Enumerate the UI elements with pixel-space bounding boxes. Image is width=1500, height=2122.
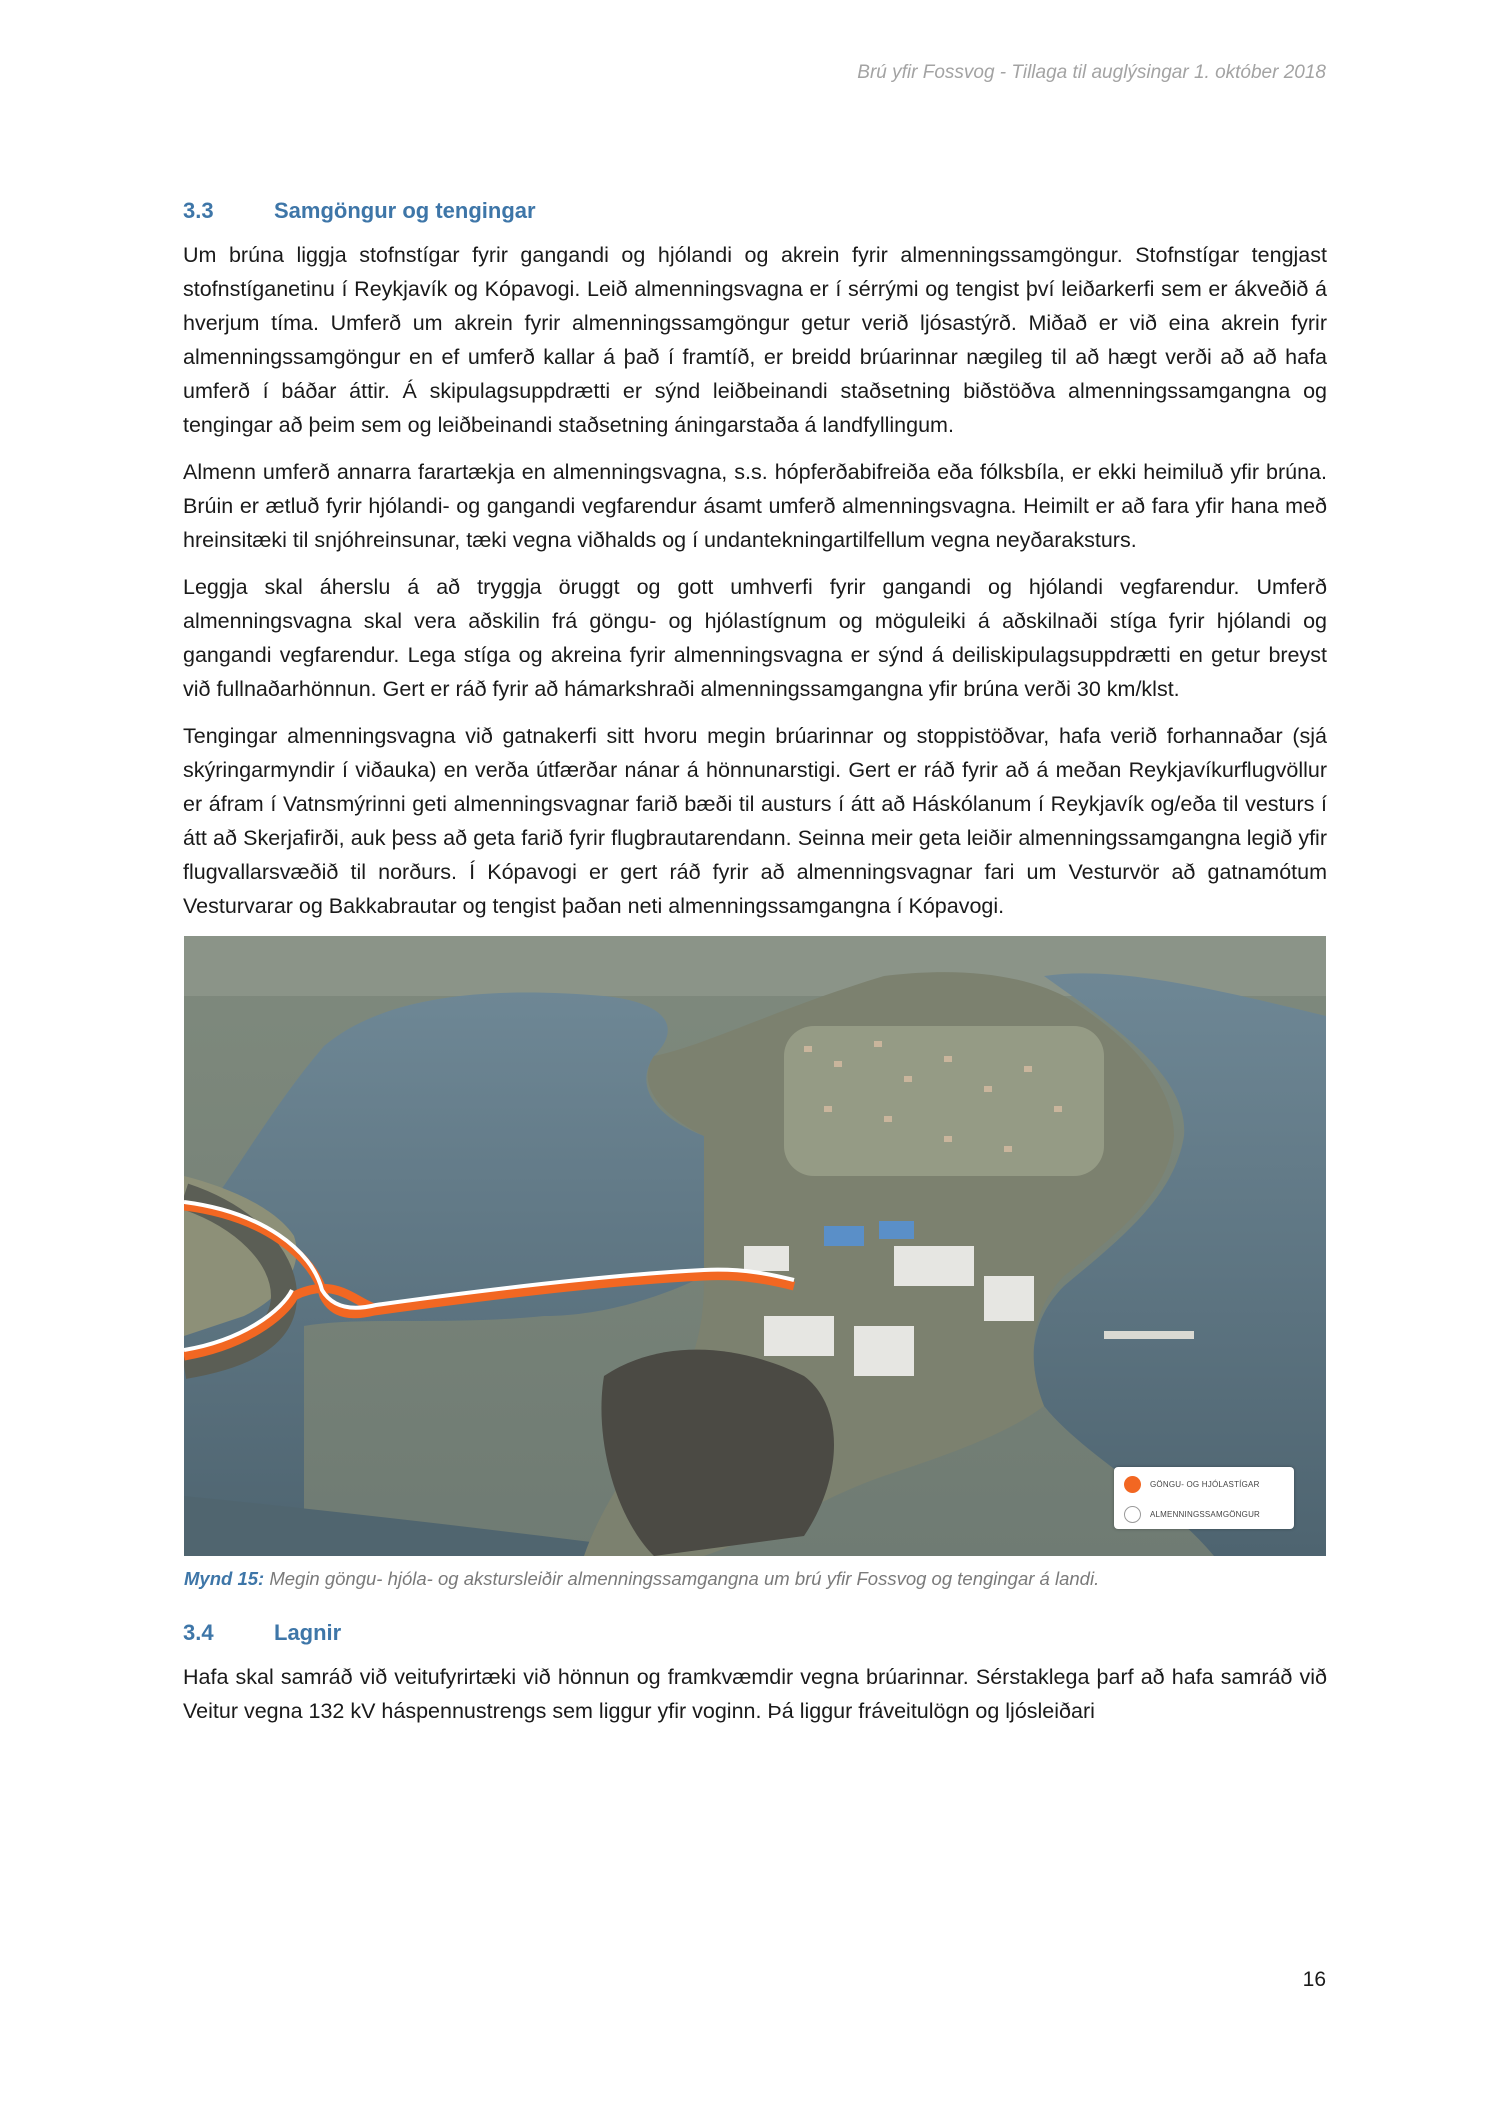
caption-label: Mynd 15: [184,1568,265,1589]
paragraph: Um brúna liggja stofnstígar fyrir gangandi og hjólandi og akrein fyrir almenningssamgöngur. Stofnstígar tengjast stofnstíganetinu í Reykjavík og Kópavogi. Leið almenningsvagna er í sérrými og tengist því leiðarkerfi sem er ákveðið á hverjum tíma. Umferð um akrein fyrir almenningssamgöngur getur verið ljósastýrð. Miðað er við eina akrein fyrir almenningssamgöngur en ef umferð kallar á það í framtíð, er breidd brúarinnar nægileg til að hægt verði að að hafa umferð í báðar áttir. Á skipulagsuppdrætti er sýnd leiðbeinandi staðsetning biðstöðva almenningssamgangna og tengingar að þeim sem og leiðbeinandi staðsetning áningarstaða á landfyllingum. [183,243,1327,437]
section-heading-3-3 [183,198,1327,224]
aerial-photo [184,936,1326,1556]
orange-dot-icon [1124,1476,1141,1493]
residential-area [784,1026,1104,1176]
paragraph: Almenn umferð annarra farartækja en almenningsvagna, s.s. hópferðabifreiða eða fólksbíla, er ekki heimiluð yfir brúna. Brúin er ætluð fyrir hjólandi- og gangandi vegfarendur ásamt umferð almenningsvagna. Heimilt er að fara yfir hana með hreinsitæki til snjóhreinsunar, tæki vegna viðhalds og í undantekningartilfellum vegna neyðaraksturs. [183,460,1327,552]
landfill [601,1350,834,1556]
section-3-4 [183,1620,1327,1728]
running-header: Brú yfir Fossvog - Tillaga til auglýsingar 1. október 2018 [857,62,1326,83]
page-content [183,198,1327,1741]
legend-item-transit [1114,1501,1294,1527]
white-dot-icon [1124,1506,1141,1523]
harbour-pier [1104,1331,1194,1339]
paragraph: Leggja skal áherslu á að tryggja öruggt og gott umhverfi fyrir gangandi og hjólandi vegfarendur. Umferð almenningsvagna skal vera aðskilin frá göngu- og hjólastígnum og möguleiki á aðskilnaði stíga fyrir hjólandi og gangandi vegfarendur. Lega stíga og akreina fyrir almenningsvagna er sýnd á deiliskipulagsuppdrætti en getur breyst við fullnaðarhönnun. Gert er ráð fyrir að hámarkshraði almenningssamgangna yfir brúna verði 30 km/klst. [183,575,1327,701]
section-number: 3.3 [183,198,214,223]
page-number: 16 [1302,1968,1326,1991]
figure-caption [184,1568,1327,1590]
section-title: Lagnir [274,1620,342,1645]
legend-item-walk-bike [1114,1471,1294,1497]
map-legend [1114,1467,1294,1529]
section-heading-3-4 [183,1620,1327,1646]
aerial-map-illustration [184,936,1326,1556]
paragraph: Tengingar almenningsvagna við gatnakerfi sitt hvoru megin brúarinnar og stoppistöðvar, hafa verið forhannaðar (sjá skýringarmyndir í viðauka) en verða útfærðar nánar á hönnunarstigi. Gert er ráð fyrir að á meðan Reykjavíkurflugvöllur er áfram í Vatnsmýrinni geti almenningsvagnar farið bæði til austurs í átt að Háskólanum í Reykjavík og/eða til vesturs í átt að Skerjafirði, auk þess að geta farið fyrir flugbrautarendann. Seinna meir geta leiðir almenningssamgangna legið yfir flugvallarsvæðið til norðurs. Í Kópavogi er gert ráð fyrir að almenningsvagnar fari um Vesturvör að gatnamótum Vesturvarar og Bakkabrautar og tengist þaðan neti almenningssamgangna í Kópavogi. [183,724,1327,918]
figure-15 [184,936,1327,1590]
paragraph: Hafa skal samráð við veitufyrirtæki við hönnun og framkvæmdir vegna brúarinnar. Sérstaklega þarf að hafa samráð við Veitur vegna 132 kV háspennustrengs sem liggur yfir voginn. Þá liggur fráveitulögn og ljósleiðari [183,1665,1327,1723]
section-number: 3.4 [183,1620,214,1645]
legend-label: ALMENNINGSSAMGÖNGUR [1150,1509,1261,1519]
legend-label: GÖNGU- OG HJÓLASTÍGAR [1150,1479,1260,1489]
section-title: Samgöngur og tengingar [274,198,536,223]
caption-text: Megin göngu- hjóla- og akstursleiðir almenningssamgangna um brú yfir Fossvog og tengingar á landi. [264,1568,1100,1589]
